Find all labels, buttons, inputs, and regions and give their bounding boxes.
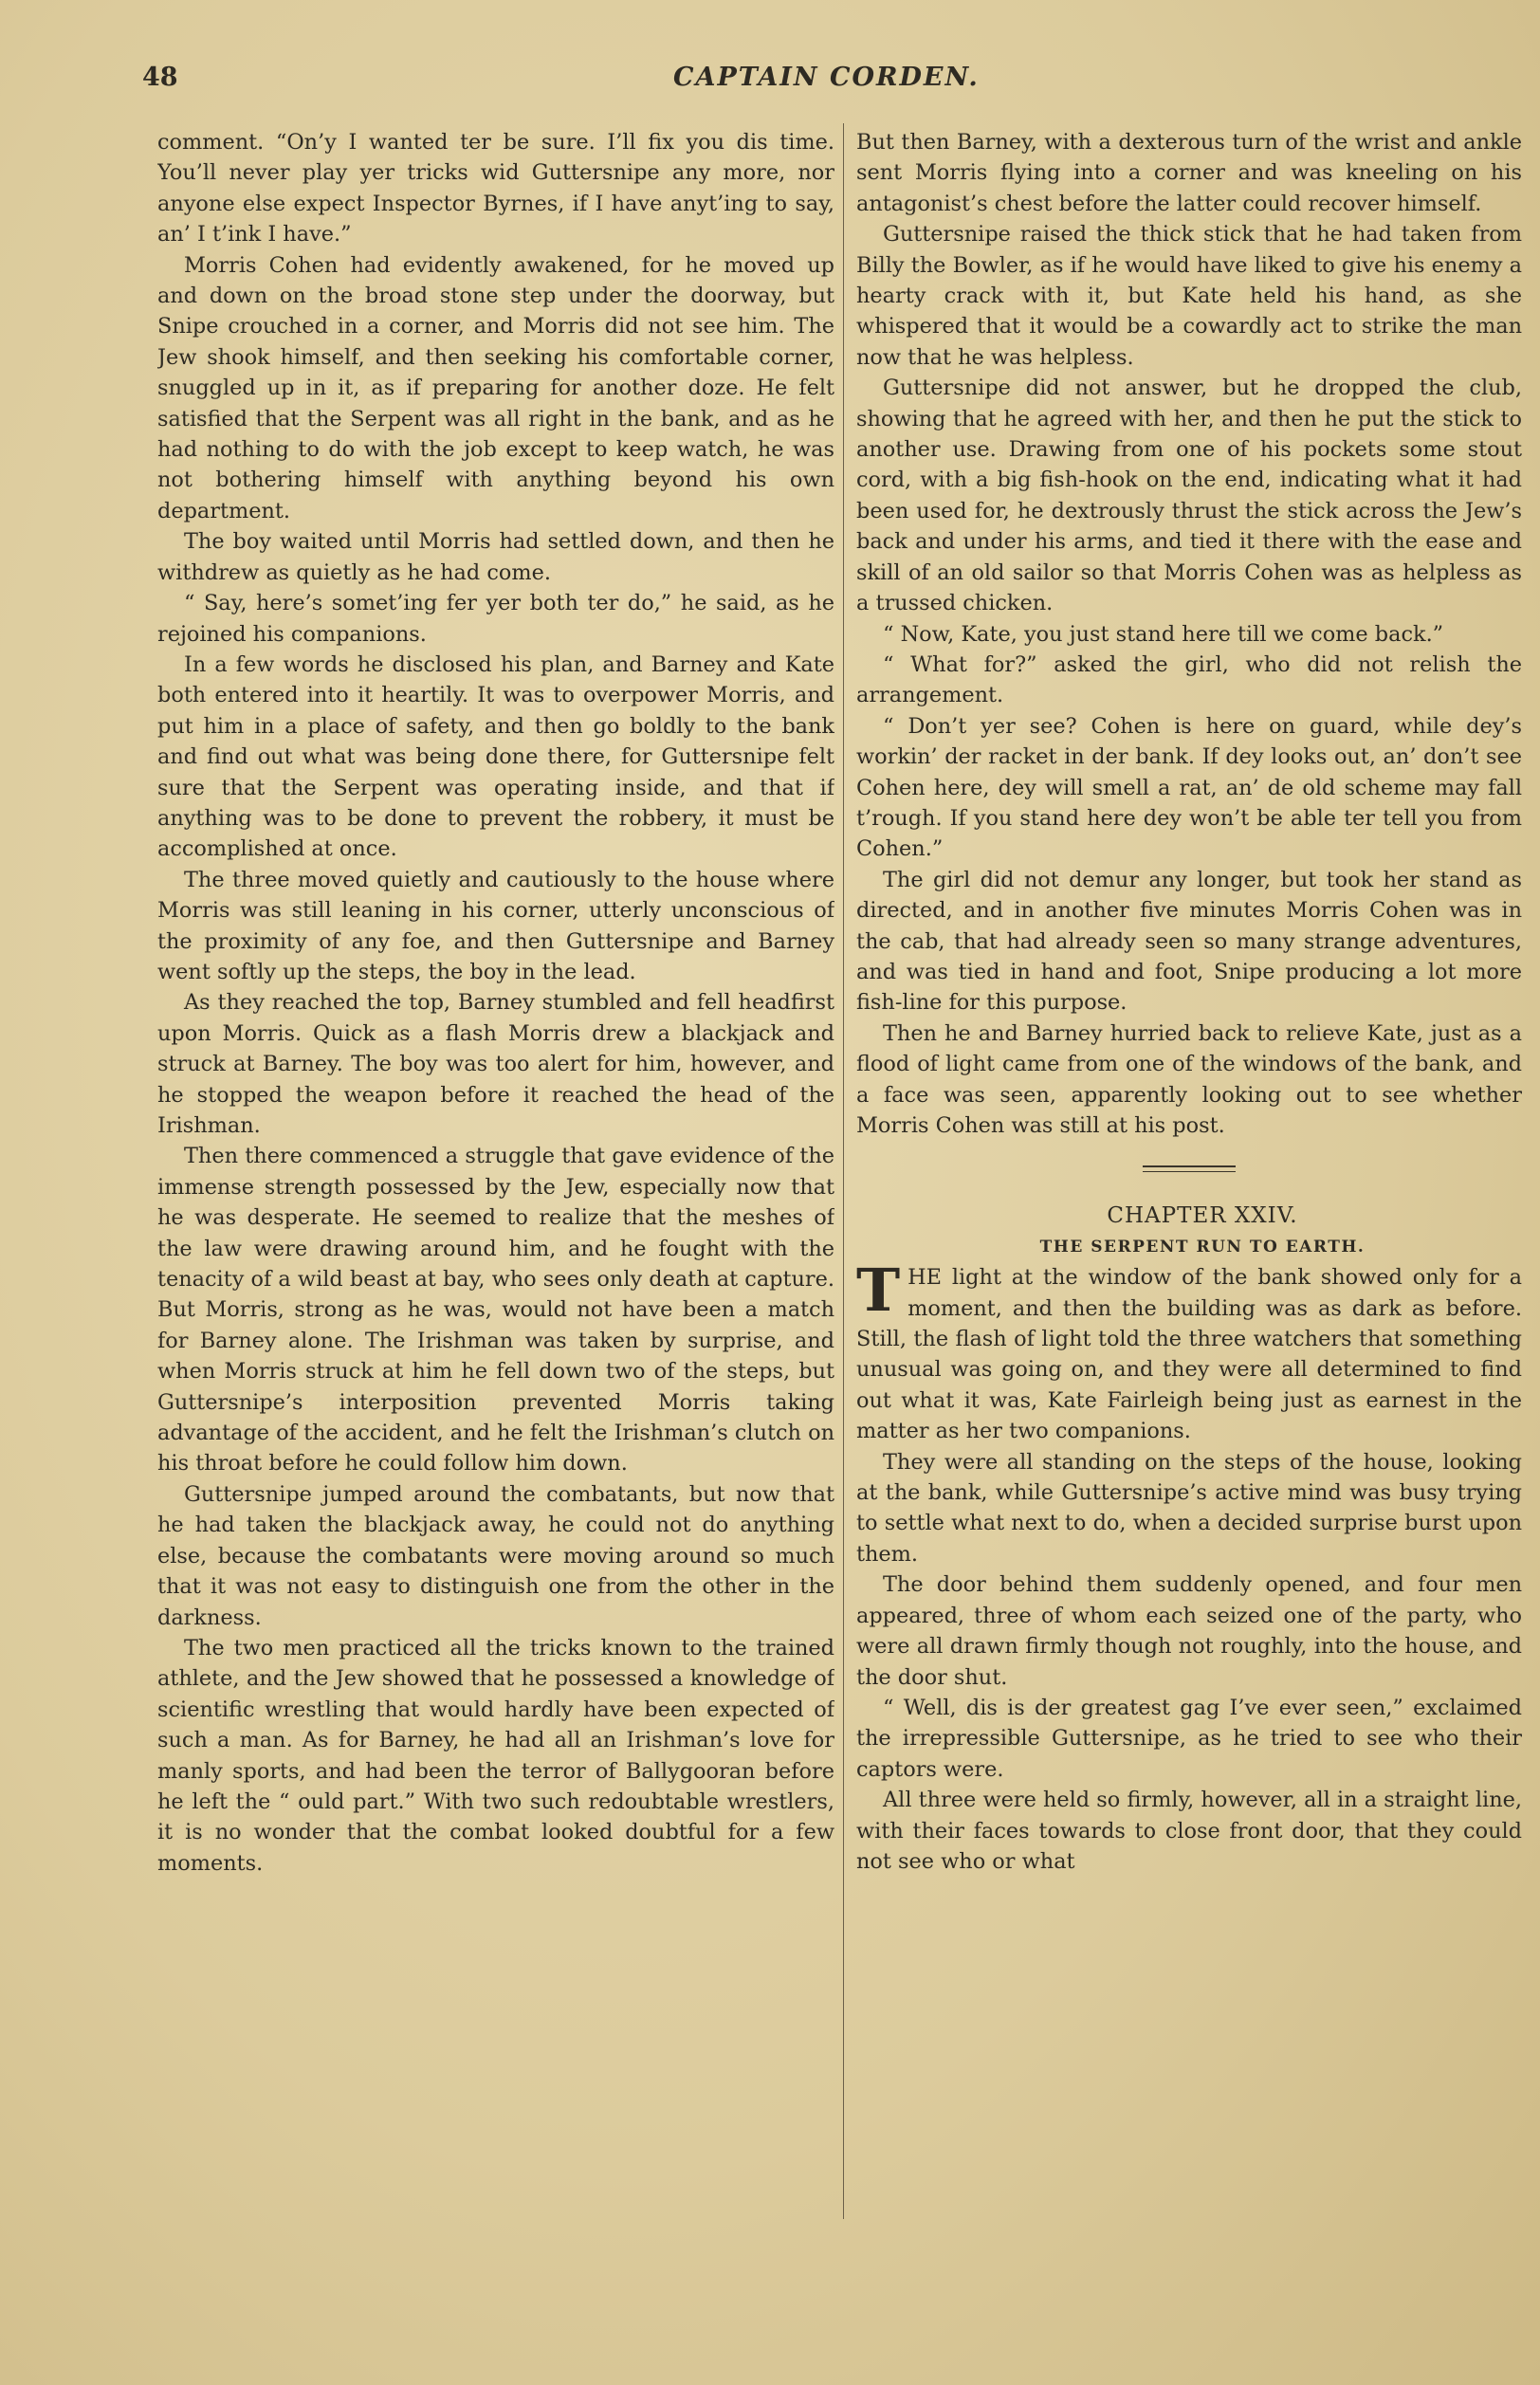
paragraph: Guttersnipe did not answer, but he dropped the club, showing that he agreed with her, and then he put the stick to another use. Drawing from one of his pockets some stout cord, with a big fish-hook on the end, indicating what it had been used for, he dextrously thrust the stick across the Jew’s back and under his arms, and tied it there with the ease and skill of an old sailor so that Morris Cohen was as helpless as a trussed chicken.	[856, 376, 1522, 616]
left-column	[157, 127, 834, 2242]
paragraph: Guttersnipe jumped around the combatants, but now that he had taken the blackjack away, he could not do anything else, because the combatants were moving around so much that it was not easy to distinguish one from the other in the darkness.	[157, 1481, 834, 1630]
paragraph: In a few words he disclosed his plan, and Barney and Kate both entered into it heartily. It was to overpower Morris, and put him in a place of safety, and then go boldly to the bank and find out what was being done there, for Guttersnipe felt sure that the Serpent was operating inside, and that if anything was to be done to prevent the robbery, it must be accomplished at once.	[157, 651, 834, 862]
paragraph: “ Don’t yer see? Cohen is here on guard, while dey’s workin’ der racket in der bank. If dey looks out, an’ don’t see Cohen here, dey will smell a rat, an’ de old scheme may fall t’rough. If you stand here dey won’t be able ter tell you from Cohen.”	[856, 713, 1522, 862]
paragraph: “ Well, dis is der greatest gag I’ve ever seen,” exclaimed the irrepressible Guttersnipe, as he tried to see who their captors were.	[856, 1695, 1522, 1782]
paragraph: But then Barney, with a dexterous turn of the wrist and ankle sent Morris flying into a corner and was kneeling on his antagonist’s chest before the latter could recover himself.	[856, 130, 1522, 216]
paragraph: The two men practiced all the tricks known to the trained athlete, and the Jew showed that he possessed a knowledge of scientific wrestling that would hardly have been expected of such a man. As for Barney, he had all an Irishman’s love for manly sports, and had been the terror of Ballygooran before he left the “ ould part.” With two such redoubtable wrestlers, it is no wonder that the combat looked doubtful for a few moments.	[157, 1635, 834, 1876]
page-header	[142, 63, 1508, 101]
chapter-subtitle: THE SERPENT RUN TO EARTH.	[1039, 1237, 1366, 1257]
paragraph: Morris Cohen had evidently awakened, for he moved up and down on the broad stone step under the doorway, but Snipe crouched in a corner, and Morris did not see him. The Jew shook himself, and then seeking his comfortable corner, snuggled up in it, as if preparing for another doze. He felt satisfied that the Serpent was all right in the bank, and as he had nothing to do with the job except to keep watch, he was not bothering himself with anything beyond his own department.	[157, 252, 834, 523]
right-column	[856, 127, 1522, 2194]
paragraph: The boy waited until Morris had settled down, and then he withdrew as quietly as he had come.	[157, 529, 834, 585]
paragraph: “ Say, here’s somet’ing fer yer both ter do,” he said, as he rejoined his companions.	[157, 591, 834, 647]
paragraph: The girl did not demur any longer, but took her stand as directed, and in another five minutes Morris Cohen was in the cab, that had already seen so many strange adventures, and was tied in hand and foot, Snipe producing a lot more fish-line for this purpose.	[856, 867, 1522, 1016]
chapter-opening-paragraph	[856, 1256, 1522, 1446]
running-title: CAPTAIN CORDEN.	[673, 63, 980, 92]
paragraph: All three were held so firmly, however, all in a straight line, with their faces towards to close front door, that they could not see who or what	[856, 1788, 1522, 1874]
paragraph: Then he and Barney hurried back to relieve Kate, just as a flood of light came from one of the windows of the bank, and a face was seen, apparently looking out to see whether Morris Cohen was still at his post.	[856, 1020, 1522, 1138]
paragraph: The three moved quietly and cautiously to the house where Morris was still leaning in his corner, utterly unconscious of the proximity of any foe, and then Guttersnipe and Barney went softly up the steps, the boy in the lead.	[157, 867, 834, 984]
chapter-title: CHAPTER XXIV.	[1107, 1203, 1298, 1229]
paragraph-text: HE light at the window of the bank showed only for a moment, and then the building was as dark as before. Still, the flash of light told the three watchers that something unusual was going on, and they were all determined to find out what it was, Kate Fairleigh being just as earnest in the matter as her two companions.	[856, 1265, 1522, 1444]
column-divider	[843, 123, 844, 2219]
paragraph: Then there commenced a struggle that gave evidence of the immense strength possessed by the Jew, especially now that he was desperate. He seemed to realize that the meshes of the law were drawing around him, and he fought with the tenacity of a wild beast at bay, who sees only death at capture. But Morris, strong as he was, would not have been a match for Barney alone. The Irishman was taken by surprise, and when Morris struck at him he fell down two of the steps, but Guttersnipe’s interposition prevented Morris taking advantage of the accident, and he felt the Irishman’s clutch on his throat before he could follow him down.	[157, 1144, 834, 1477]
paragraph: They were all standing on the steps of the house, looking at the bank, while Guttersnipe’s active mind was busy trying to settle what next to do, when a decided surprise burst upon them.	[856, 1449, 1522, 1567]
paragraph: “ Now, Kate, you just stand here till we come back.”	[883, 621, 1444, 647]
paragraph: comment. “On’y I wanted ter be sure. I’ll fix you dis time. You’ll never play yer tricks wid Guttersnipe any more, nor anyone else expect Inspector Byrnes, if I have anyt’ing to say, an’ I t’ink I have.”	[157, 130, 834, 248]
paragraph: Guttersnipe raised the thick stick that he had taken from Billy the Bowler, as if he would have liked to give his enemy a hearty crack with it, but Kate held his hand, as she whispered that it would be a cowardly act to strike the man now that he was helpless.	[856, 222, 1522, 370]
section-rule	[1143, 1165, 1236, 1172]
paragraph: The door behind them suddenly opened, and four men appeared, three of whom each seized one of the party, who were all drawn firmly though not roughly, into the house, and the door shut.	[856, 1572, 1522, 1690]
paragraph: As they reached the top, Barney stumbled and fell headfirst upon Morris. Quick as a flash Morris drew a blackjack and struck at Barney. The boy was too alert for him, however, and he stopped the weapon before it reached the head of the Irishman.	[157, 990, 834, 1138]
drop-cap: T	[856, 1256, 901, 1326]
paragraph: “ What for?” asked the girl, who did not relish the arrangement.	[856, 651, 1522, 708]
page-number: 48	[142, 63, 178, 92]
